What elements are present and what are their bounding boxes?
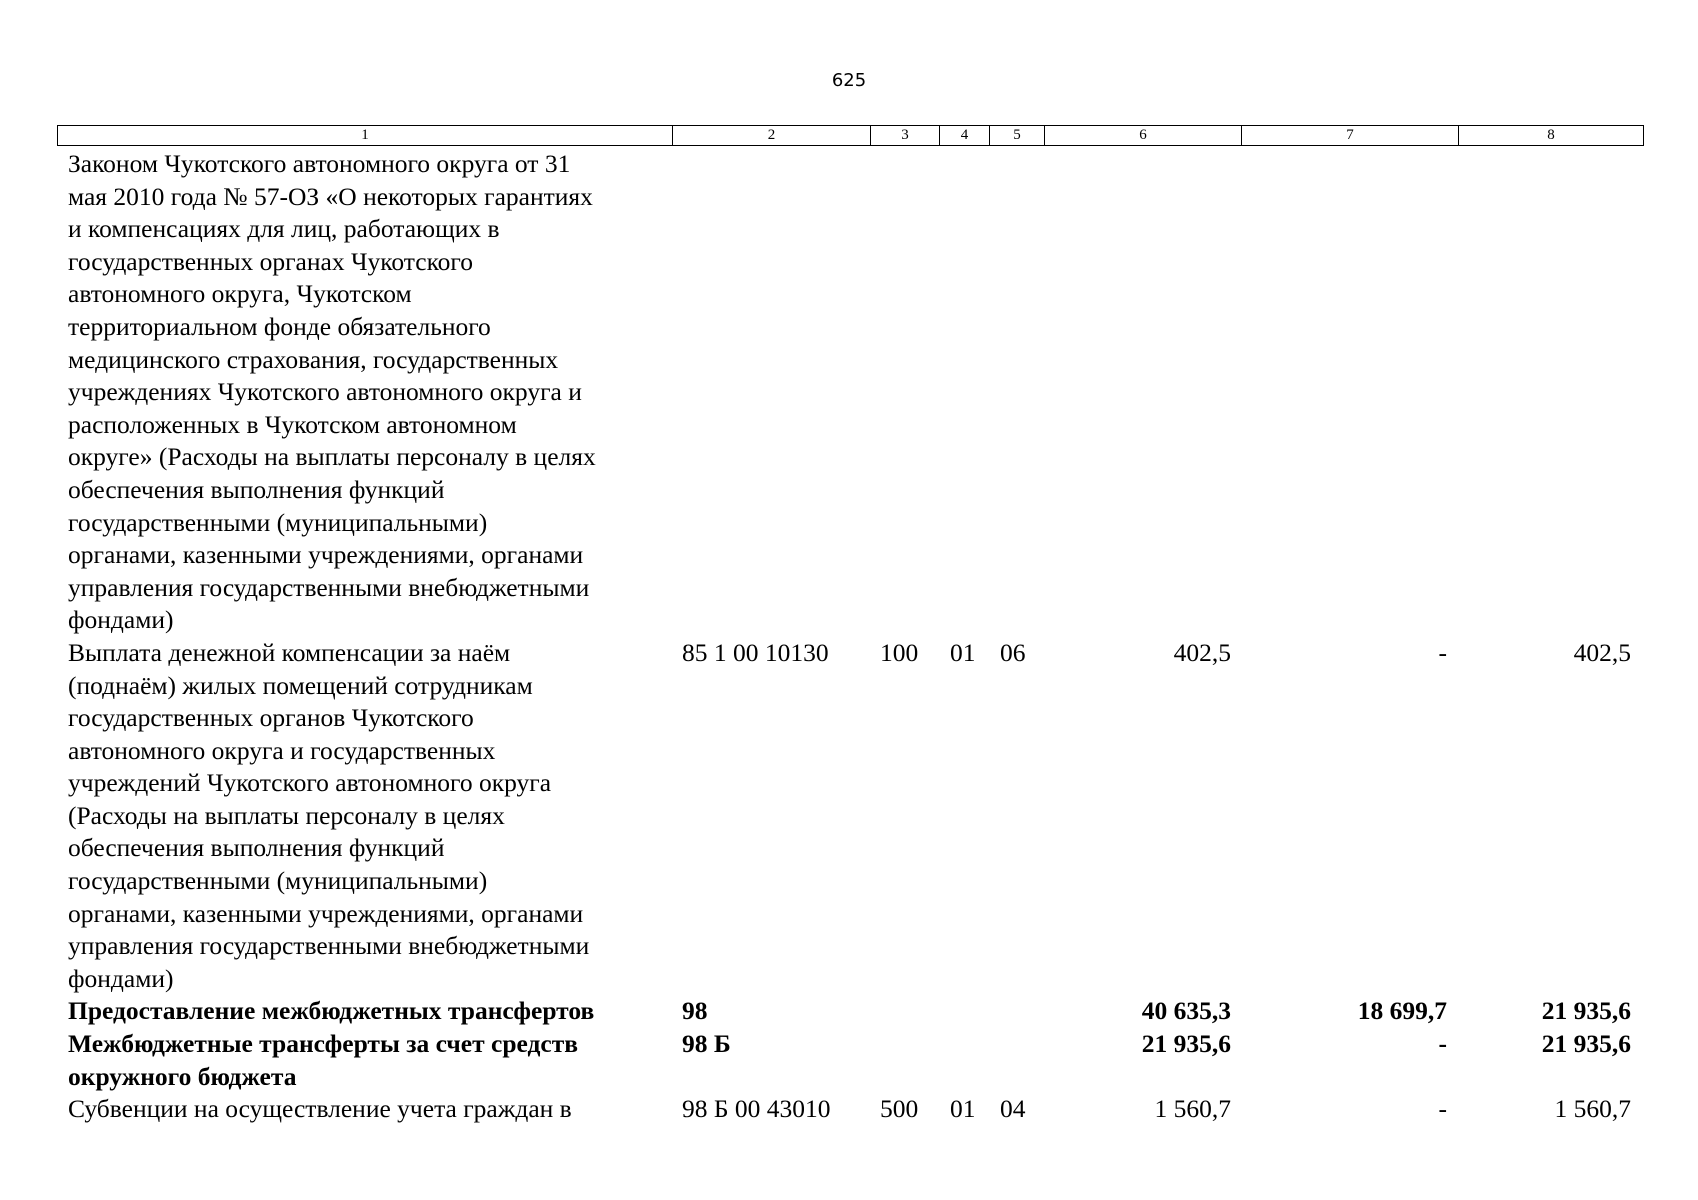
header-col-7: 7	[1242, 126, 1459, 145]
description-line: территориальном фонде обязательного	[68, 311, 491, 341]
table-row	[57, 1093, 1642, 1126]
row-description	[57, 637, 672, 996]
description-line: фондами)	[68, 963, 174, 993]
regional-amount-cell: 402,5	[1573, 637, 1631, 667]
section-cell	[939, 995, 989, 1028]
description-line: расположенных в Чукотском автономном	[68, 409, 517, 439]
header-col-4: 4	[940, 126, 990, 145]
description-line: государственных органах Чукотского	[68, 246, 473, 276]
description-line: медицинского страхования, государственных	[68, 344, 559, 374]
section-cell	[939, 148, 989, 637]
header-col-2: 2	[673, 126, 871, 145]
target-code-cell: 98 Б 00 43010	[682, 1094, 831, 1124]
subsection-cell	[989, 148, 1044, 637]
federal-amount-cell: 18 699,7	[1357, 996, 1447, 1026]
description-line: органами, казенными учреждениями, органами	[68, 898, 584, 928]
row-description	[57, 1028, 672, 1093]
description-line: (поднаём) жилых помещений сотрудникам	[68, 670, 533, 700]
section-cell	[939, 1028, 989, 1093]
total-amount-cell	[1044, 148, 1241, 637]
description-line: обеспечения выполнения функций	[68, 833, 445, 863]
total-amount-cell: 1 560,7	[1154, 1094, 1231, 1124]
description-line: Субвенции на осуществление учета граждан в	[68, 1094, 572, 1124]
description-line: Выплата денежной компенсации за наём	[68, 637, 511, 667]
header-col-8: 8	[1547, 127, 1555, 143]
header-col-5: 5	[990, 126, 1045, 145]
regional-amount-cell: 21 935,6	[1541, 1029, 1631, 1059]
subsection-cell	[989, 995, 1044, 1028]
description-line: Предоставление межбюджетных трансфертов	[68, 996, 595, 1026]
description-line: учреждениях Чукотского автономного округа и	[68, 377, 582, 407]
description-line: окружного бюджета	[68, 1061, 297, 1091]
table-row	[57, 995, 1642, 1028]
expense-type-cell	[870, 148, 939, 637]
row-description	[57, 1093, 672, 1126]
description-line: округе» (Расходы на выплаты персоналу в целях	[68, 442, 596, 472]
description-line: Законом Чукотского автономного округа от 31	[68, 149, 571, 178]
expense-type-cell: 100	[880, 637, 919, 667]
expense-type-cell	[870, 995, 939, 1028]
description-line: управления государственными внебюджетными	[68, 572, 590, 602]
federal-amount-cell: -	[1438, 1094, 1447, 1124]
description-line: и компенсациях для лиц, работающих в	[68, 214, 500, 244]
description-line: обеспечения выполнения функций	[68, 474, 445, 504]
federal-amount-cell: -	[1438, 1029, 1447, 1059]
row-description	[57, 148, 672, 637]
target-code-cell: 98 Б	[682, 1029, 731, 1059]
table-row	[57, 148, 1642, 637]
subsection-cell: 06	[1000, 637, 1026, 667]
header-col-1: 1	[58, 126, 673, 145]
description-line: фондами)	[68, 605, 174, 635]
header-col-3: 3	[871, 126, 940, 145]
expense-type-cell: 500	[880, 1094, 919, 1124]
total-amount-cell: 40 635,3	[1141, 996, 1231, 1026]
expense-type-cell	[870, 1028, 939, 1093]
description-line: управления государственными внебюджетными	[68, 931, 590, 961]
table-header-numbers	[57, 125, 1644, 146]
regional-amount-cell: 1 560,7	[1554, 1094, 1631, 1124]
table-row	[57, 637, 1642, 996]
description-line: органами, казенными учреждениями, органами	[68, 540, 584, 570]
description-line: государственными (муниципальными)	[68, 507, 488, 537]
header-col-6: 6	[1045, 126, 1242, 145]
federal-amount-cell	[1241, 148, 1458, 637]
description-line: (Расходы на выплаты персоналу в целях	[68, 800, 505, 830]
row-description	[57, 995, 672, 1028]
target-code-cell: 85 1 00 10130	[682, 637, 829, 667]
section-cell: 01	[950, 1094, 976, 1124]
section-cell: 01	[950, 637, 976, 667]
description-line: государственных органов Чукотского	[68, 703, 474, 733]
description-line: мая 2010 года № 57-ОЗ «О некоторых гарантиях	[68, 181, 593, 211]
description-line: Межбюджетные трансферты за счет средств	[68, 1029, 579, 1059]
description-line: учреждений Чукотского автономного округа	[68, 768, 552, 798]
subsection-cell	[989, 1028, 1044, 1093]
regional-amount-cell: 21 935,6	[1541, 996, 1631, 1026]
description-line: автономного округа и государственных	[68, 735, 496, 765]
target-code-cell: 98	[682, 996, 708, 1026]
description-line: автономного округа, Чукотском	[68, 279, 412, 309]
table-row	[57, 1028, 1642, 1093]
budget-table-body	[57, 148, 1642, 1126]
total-amount-cell: 402,5	[1173, 637, 1231, 667]
federal-amount-cell: -	[1438, 637, 1447, 667]
subsection-cell: 04	[1000, 1094, 1026, 1124]
target-code-cell	[672, 148, 870, 637]
description-line: государственными (муниципальными)	[68, 866, 488, 896]
total-amount-cell: 21 935,6	[1141, 1029, 1231, 1059]
regional-amount-cell	[1458, 148, 1642, 637]
page-number: 625	[831, 70, 867, 91]
